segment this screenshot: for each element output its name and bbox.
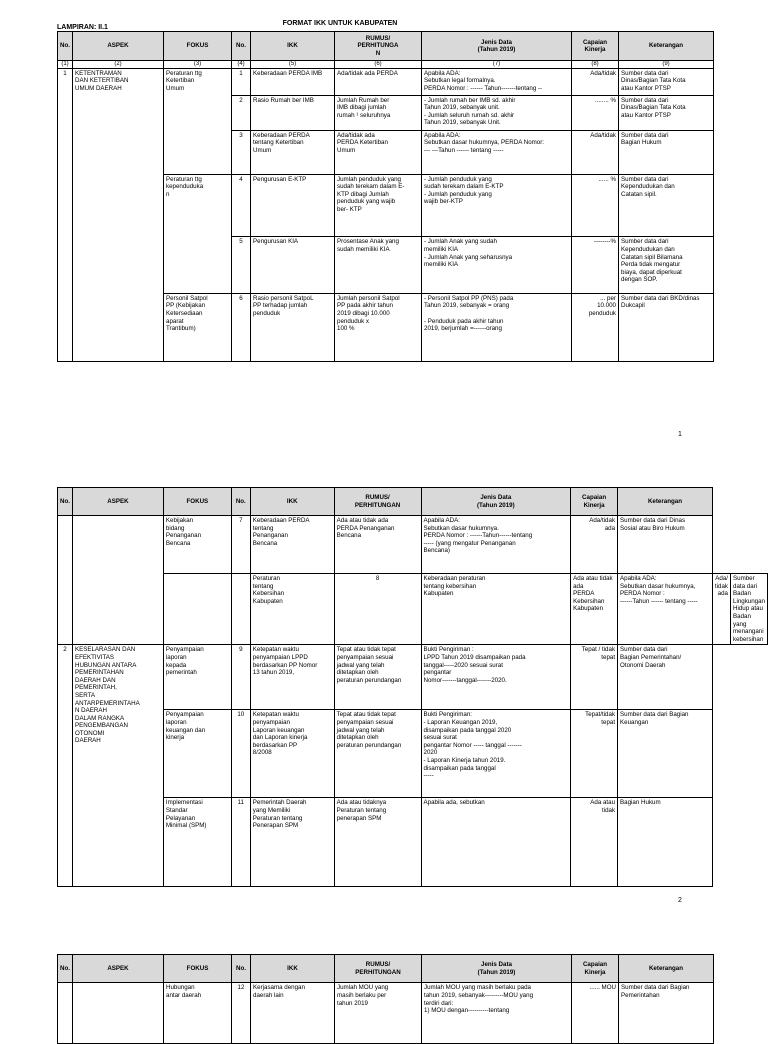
aspek-cell: [73, 983, 164, 1044]
ikk-number: 1: [232, 68, 251, 95]
rumus-cell: Jumlah Rumah ber IMB dibagi jumlah rumah ¹ seluruhnya: [335, 95, 422, 130]
jenis-data-cell: Apabila ADA: Sebutkan legal formalnya. PERDA Nomor : ------ Tahun-------tentang --: [422, 68, 572, 95]
capaian-cell: Ada/ tidak ada: [712, 574, 730, 645]
keterangan-cell: Sumber data dari Dinas Sosial atau Biro Hukum: [618, 516, 713, 574]
capaian-cell: Ada/tidak ada: [571, 516, 618, 574]
row-number: [58, 983, 73, 1044]
ikk-cell: Pengurusan KIA: [251, 237, 335, 294]
ikk-number: 9: [231, 645, 250, 710]
jenis-data-cell: - Jumlah penduduk yang sudah terekam dalam E-KTP - Jumlah penduduk yang wajib ber-KTP: [422, 174, 572, 237]
rumus-cell: Ada/tidak ada PERDA: [335, 68, 422, 95]
page-number: 2: [678, 897, 682, 904]
jenis-data-cell: - Jumlah Anak yang sudah memiliki KIA - Jumlah Anak yang seharusnya memiliki KIA: [422, 237, 572, 294]
column-header: ASPEK: [73, 955, 164, 983]
fokus-cell: Hubungan antar daerah: [164, 983, 232, 1044]
column-number: (3): [164, 61, 232, 68]
row-number: [58, 516, 73, 645]
page-number: 1: [678, 431, 682, 438]
table-row: [58, 645, 768, 710]
column-header: FOKUS: [164, 32, 232, 61]
keterangan-cell: Sumber data dari Bagian Hukum: [619, 130, 714, 174]
row-number: 1: [58, 68, 73, 361]
keterangan-cell: Sumber data dari Kependudukan dan Catatan sipil.: [619, 174, 714, 237]
ikk-cell: Kerjasama dengan daerah lain: [251, 983, 335, 1044]
keterangan-cell: Sumber data dari Badan Lingkungan Hidup atau Badan yang menangani kebersihan: [731, 574, 768, 645]
ikk-number: 11: [231, 798, 250, 887]
keterangan-cell: Sumber data dari Dinas/Bagian Tata Kota atau Kantor PTSP: [619, 68, 714, 95]
table-row: [58, 68, 714, 95]
rumus-cell: Prosentase Anak yang sudah memiliki KIA: [335, 237, 422, 294]
fokus-cell: Implementasi Standar Pelayanan Minimal (SPM): [163, 798, 231, 887]
column-header: No.: [232, 32, 251, 61]
capaian-cell: ...... %: [572, 174, 619, 237]
keterangan-cell: Sumber data dari Bagian Pemerintahan: [619, 983, 714, 1044]
jenis-data-cell: Apabila ada, sebutkan: [421, 798, 571, 887]
fokus-cell: Kebijakan bidang Penanganan Bencana: [163, 516, 231, 574]
column-header: Jenis Data (Tahun 2019): [422, 32, 572, 61]
column-header: FOKUS: [164, 955, 232, 983]
ikk-cell: Keberadaan peraturan tentang kebersihan Kabupaten: [421, 574, 571, 645]
column-header: Capaian Kinerja: [571, 488, 618, 516]
rumus-cell: Ada atau tidak ada PERDA Penanganan Bencana: [334, 516, 421, 574]
column-number-row: [58, 61, 714, 68]
ikk-cell: Ketepatan waktu penyampaian LPPD berdasarkan PP Nomor 13 tahun 2019,: [250, 645, 334, 710]
column-number: (2): [73, 61, 164, 68]
column-header: Capaian Kinerja: [572, 32, 619, 61]
ikk-cell: Keberadaan PERDA IMB: [251, 68, 335, 95]
rumus-cell: Tepat atau tidak tepat penyampaian sesuai jadwal yang telah ditetapkan oleh peraturan perundangan: [334, 645, 421, 710]
ikk-cell: Pemerintah Daerah yang Memiliki Peraturan tentang Penerapan SPM: [250, 798, 334, 887]
ikk-number: 5: [232, 237, 251, 294]
fokus-cell: Peraturan tentang Kebersihan Kabupaten: [250, 574, 334, 645]
table-row: [58, 710, 768, 798]
aspek-cell: KESELARASAN DAN EFEKTIVITAS HUBUNGAN ANTARA PEMERINTAHAN DAERAH DAN PEMERINTAH, SERTA ANTARPEMERINTAHA N DAERAH DALAM RANGKA PENGEMBANGAN OTONOMI DAERAH: [72, 645, 163, 887]
column-header: Keterangan: [619, 32, 714, 61]
column-header: ASPEK: [72, 488, 163, 516]
table-header-row: [58, 488, 768, 516]
rumus-cell: Ada atau tidak ada PERDA Kebersihan Kabupaten: [571, 574, 618, 645]
column-number: (9): [619, 61, 714, 68]
keterangan-cell: Sumber data dari Kependudukan dan Catatan sipil Bilamana Perda tidak mengatur biaya, dapat diperkuat dengan SOP.: [619, 237, 714, 294]
jenis-data-cell: Apabila ADA: Sebutkan dasar hukumnya. PERDA Nomor : ------Tahun------tentang ----- (yang mengatur Penanganan Bencana): [421, 516, 571, 574]
jenis-data-cell: Apabila ADA: Sebutkan dasar hukumnya, PERDA Nomor : ------Tahun ------ tentang -----: [618, 574, 713, 645]
table-row: [58, 983, 714, 1044]
rumus-cell: Tepat atau tidak tepat penyampaian sesuai jadwal yang telah ditetapkan oleh peraturan perundangan: [334, 710, 421, 798]
column-header: No.: [232, 955, 251, 983]
table-row: [58, 798, 768, 887]
ikk-number: 6: [232, 293, 251, 361]
jenis-data-cell: Apabila ADA: Sebutkan dasar hukumnya, PERDA Nomor: --- ---Tahun ------ tentang -----: [422, 130, 572, 174]
table-row: [58, 574, 768, 645]
rumus-cell: Jumlah personil Satpol PP pada akhir tahun 2019 dibagi 10.000 penduduk x 100 %: [335, 293, 422, 361]
ikk-cell: Rasio Rumah ber IMB: [251, 95, 335, 130]
column-header: IKK: [251, 32, 335, 61]
column-header: No.: [58, 955, 73, 983]
ikk-number: 3: [232, 130, 251, 174]
fokus-cell: Personil Satpol PP (Kebijakan Ketersediaan aparat Trantibum): [164, 293, 232, 361]
jenis-data-cell: Bukti Pengiriman : LPPD Tahun 2019 disampaikan pada tanggal-----2020 sesuai surat pengantar Nomor-------tanggal-------2020.: [421, 645, 571, 710]
column-number: (7): [422, 61, 572, 68]
ikk-number: 7: [231, 516, 250, 574]
capaian-cell: Ada atau tidak: [571, 798, 618, 887]
document-title: FORMAT IKK UNTUK KABUPATEN: [282, 20, 398, 27]
capaian-cell: ... per 10.000 penduduk: [572, 293, 619, 361]
column-header: No.: [58, 488, 73, 516]
keterangan-cell: Sumber data dari BKD/dinas Dukcapil: [619, 293, 714, 361]
capaian-cell: Tepat / tidak tepat: [571, 645, 618, 710]
column-header: RUMUS/ PERHITUNGAN: [335, 955, 422, 983]
column-header: Keterangan: [619, 955, 714, 983]
ikk-table-page-2: [57, 487, 768, 887]
capaian-cell: Ada/tidak: [572, 130, 619, 174]
column-number: (5): [251, 61, 335, 68]
ikk-number: 8: [334, 574, 421, 645]
capaian-cell: --------%: [572, 237, 619, 294]
column-header: RUMUS/ PERHITUNGA N: [335, 32, 422, 61]
aspek-cell: KETENTRAMAN DAN KETERTIBAN UMUM DAERAH: [73, 68, 164, 361]
fokus-cell: Peraturan ttg kependuduka n: [164, 174, 232, 293]
rumus-cell: Ada/tidak ada PERDA Ketertiban Umum: [335, 130, 422, 174]
ikk-number: 2: [232, 95, 251, 130]
table-header-row: [58, 955, 714, 983]
keterangan-cell: Sumber data dari Bagian Keuangan: [618, 710, 713, 798]
row-number: [163, 574, 231, 645]
ikk-number: 12: [232, 983, 251, 1044]
ikk-cell: Keberadaan PERDA tentang Penanganan Bencana: [250, 516, 334, 574]
keterangan-cell: Bagian Hukum: [618, 798, 713, 887]
lampiran-label: LAMPIRAN: II.1: [57, 24, 108, 31]
capaian-cell: ...... MOU: [572, 983, 619, 1044]
column-number: (8): [572, 61, 619, 68]
table-row: [58, 516, 768, 574]
capaian-cell: ........ %: [572, 95, 619, 130]
column-header: No.: [231, 488, 250, 516]
ikk-number: 10: [231, 710, 250, 798]
capaian-cell: Tepat/tidak tepat: [571, 710, 618, 798]
ikk-cell: Ketepatan waktu penyampaian Laporan keuangan dan Laporan kinerja berdasarkan PP 8/2008: [250, 710, 334, 798]
column-header: No.: [58, 32, 73, 61]
column-header: FOKUS: [163, 488, 231, 516]
table-header-row: [58, 32, 714, 61]
column-header: Keterangan: [618, 488, 713, 516]
column-header: Jenis Data (Tahun 2019): [421, 488, 571, 516]
column-number: (1): [58, 61, 73, 68]
jenis-data-cell: Bukti Pengiriman: - Laporan Keuangan 2019, disampaikan pada tanggal 2020 sesuai surat pengantar Nomor ----- tanggal ------- 2020 - Laporan Kinerja tahun 2019. disampaikan pada tanggal -----: [421, 710, 571, 798]
ikk-cell: Pengurusan E-KTP: [251, 174, 335, 237]
ikk-table-page-1: [57, 31, 714, 362]
column-header: RUMUS/ PERHITUNGAN: [334, 488, 421, 516]
column-number: (4): [232, 61, 251, 68]
capaian-cell: Ada/tidak: [572, 68, 619, 95]
column-number: (6): [335, 61, 422, 68]
row-number: 2: [58, 645, 73, 887]
rumus-cell: Jumlah MOU yang masih berlaku per tahun 2019: [335, 983, 422, 1044]
aspek-cell: [231, 574, 250, 645]
ikk-number: 4: [232, 174, 251, 237]
keterangan-cell: Sumber data dari Bagian Pemerintahan/ Otonomi Daerah: [618, 645, 713, 710]
jenis-data-cell: Jumlah MOU yang masih berlaku pada tahun 2019, sebanyak---------MOU yang terdiri dari: 1) MOU dengan----------tentang: [422, 983, 572, 1044]
column-header: Capaian Kinerja: [572, 955, 619, 983]
aspek-cell: [72, 516, 163, 645]
jenis-data-cell: - Jumlah rumah ber IMB sd. akhir Tahun 2019, sebanyak unit. - Jumlah seluruh rumah sd. akhir Tahun 2019, sebanyak Unit.: [422, 95, 572, 130]
jenis-data-cell: - Personil Satpol PP (PNS) pada Tahun 2019, sebanyak = orang - Penduduk pada akhir tahun 2019, berjumlah =------orang: [422, 293, 572, 361]
column-header: IKK: [251, 955, 335, 983]
column-header: IKK: [250, 488, 334, 516]
rumus-cell: Ada atau tidaknya Peraturan tentang penerapan SPM: [334, 798, 421, 887]
fokus-cell: Peraturan ttg Ketertiban Umum: [164, 68, 232, 174]
column-header: Jenis Data (Tahun 2019): [422, 955, 572, 983]
fokus-cell: Penyampaian laporan keuangan dan kinerja: [163, 710, 231, 798]
column-header: ASPEK: [73, 32, 164, 61]
fokus-cell: Penyampaian laporan kepada pemerintah: [163, 645, 231, 710]
ikk-cell: Rasio personil SatpoL PP terhadap jumlah penduduk: [251, 293, 335, 361]
ikk-table-page-3: [57, 954, 714, 1044]
keterangan-cell: Sumber data dari Dinas/Bagian Tata Kota atau Kantor PTSP: [619, 95, 714, 130]
rumus-cell: Jumlah penduduk yang sudah terekam dalam E- KTP dibagi Jumlah penduduk yang wajib ber- KTP: [335, 174, 422, 237]
ikk-cell: Keberadaan PERDA tentang Ketertiban Umum: [251, 130, 335, 174]
